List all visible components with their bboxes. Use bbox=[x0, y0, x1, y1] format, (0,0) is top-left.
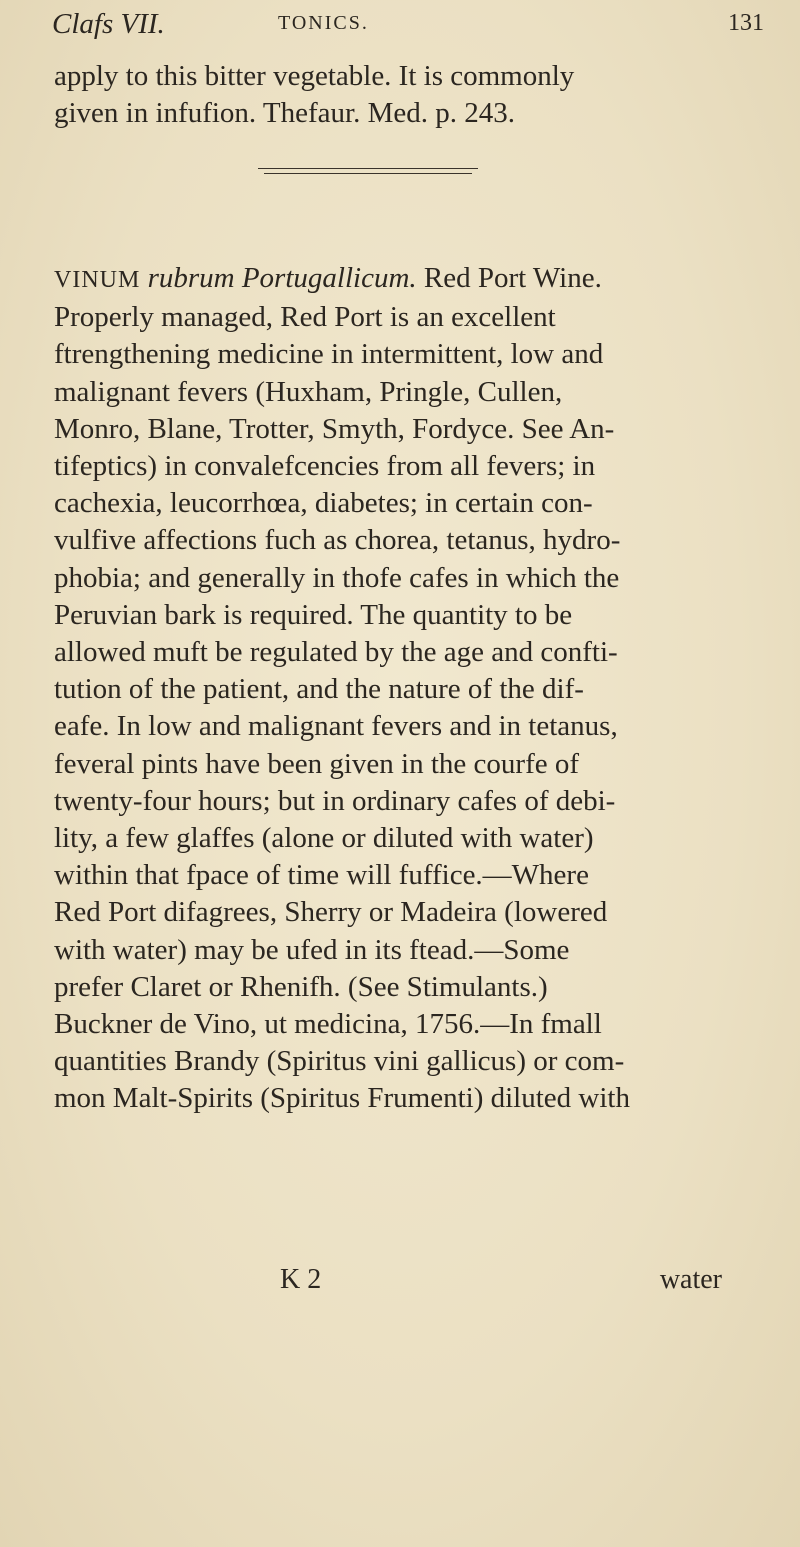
text-line: Buckner de Vino, ut medicina, 1756.—In fmall bbox=[54, 1008, 602, 1041]
running-head-class: Clafs VII. bbox=[52, 8, 165, 40]
signature-mark: K 2 bbox=[280, 1264, 322, 1295]
text-line: quantities Brandy (Spiritus vini gallicus) or com- bbox=[54, 1045, 625, 1078]
text-line: within that fpace of time will fuffice.—Where bbox=[54, 859, 589, 892]
text-line: given in infufion. Thefaur. Med. p. 243. bbox=[54, 97, 515, 129]
carry-over-paragraph bbox=[54, 58, 766, 132]
entry-heading-smallcaps: VINUM bbox=[54, 267, 141, 293]
entry-heading bbox=[54, 260, 766, 299]
text-line: phobia; and generally in thofe cafes in which the bbox=[54, 561, 620, 594]
text-line: Monro, Blane, Trotter, Smyth, Fordyce. See An- bbox=[54, 412, 615, 445]
page-footer bbox=[54, 1264, 766, 1300]
running-head bbox=[52, 8, 764, 48]
text-line: tution of the patient, and the nature of the dif- bbox=[54, 673, 584, 706]
text-line: with water) may be ufed in its ftead.—Some bbox=[54, 933, 570, 966]
section-divider-secondary bbox=[264, 173, 472, 174]
text-line: twenty-four hours; but in ordinary cafes of debi- bbox=[54, 784, 616, 817]
text-line: prefer Claret or Rhenifh. (See Stimulants.) bbox=[54, 970, 548, 1003]
text-line: ftrengthening medicine in intermittent, low and bbox=[54, 338, 604, 371]
text-line: cachexia, leucorrhœa, diabetes; in certain con- bbox=[54, 487, 593, 520]
text-line: lity, a few glaffes (alone or diluted with water) bbox=[54, 822, 594, 855]
text-line: allowed muft be regulated by the age and confti- bbox=[54, 636, 618, 669]
page-number: 131 bbox=[728, 10, 764, 36]
entry-heading-english: Red Port Wine. bbox=[423, 262, 602, 294]
entry-heading-latin: rubrum Portugallicum. bbox=[147, 262, 417, 294]
running-head-title: TONICS. bbox=[278, 12, 369, 34]
text-line: Properly managed, Red Port is an excellent bbox=[54, 301, 556, 334]
text-line: apply to this bitter vegetable. It is commonly bbox=[54, 60, 575, 92]
text-line: tifeptics) in convalefcencies from all fevers; in bbox=[54, 450, 596, 483]
text-line: Peruvian bark is required. The quantity to be bbox=[54, 598, 573, 631]
text-line: malignant fevers (Huxham, Pringle, Cullen, bbox=[54, 375, 563, 408]
text-line: Red Port difagrees, Sherry or Madeira (lowered bbox=[54, 896, 608, 929]
text-line: eafe. In low and malignant fevers and in tetanus, bbox=[54, 710, 618, 743]
text-line: vulfive affections fuch as chorea, tetanus, hydro- bbox=[54, 524, 621, 557]
section-divider bbox=[258, 168, 478, 169]
entry-vinum-rubrum bbox=[54, 260, 766, 1118]
catchword: water bbox=[659, 1264, 722, 1295]
text-line: feveral pints have been given in the courfe of bbox=[54, 747, 580, 780]
text-line: mon Malt-Spirits (Spiritus Frumenti) diluted with bbox=[54, 1082, 630, 1115]
